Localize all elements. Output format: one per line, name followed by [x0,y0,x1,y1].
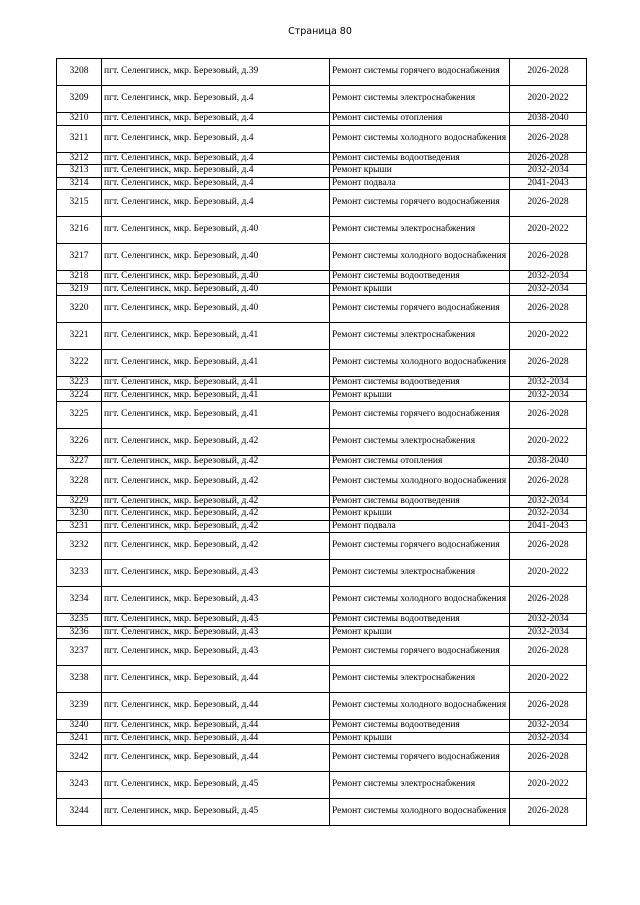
row-number-cell: 3236 [57,626,102,639]
work-type-cell: Ремонт крыши [330,165,510,178]
work-type-cell: Ремонт системы горячего водоснабжения [330,296,510,323]
row-number-cell: 3212 [57,152,102,165]
work-type-cell: Ремонт системы водоотведения [330,377,510,390]
address-cell: пгт. Селенгинск, мкр. Березовый, д.42 [102,456,330,469]
table-row [57,217,587,244]
table-row [57,152,587,165]
work-type-cell: Ремонт системы горячего водоснабжения [330,533,510,560]
period-cell: 2032-2034 [510,283,587,296]
address-cell: пгт. Селенгинск, мкр. Березовый, д.4 [102,190,330,217]
period-cell: 2026-2028 [510,350,587,377]
table-row [57,666,587,693]
table-row [57,468,587,495]
row-number-cell: 3238 [57,666,102,693]
table-row [57,614,587,627]
address-cell: пгт. Селенгинск, мкр. Березовый, д.44 [102,693,330,720]
address-cell: пгт. Селенгинск, мкр. Березовый, д.45 [102,799,330,826]
period-cell: 2020-2022 [510,217,587,244]
address-cell: пгт. Селенгинск, мкр. Березовый, д.41 [102,350,330,377]
row-number-cell: 3235 [57,614,102,627]
period-cell: 2026-2028 [510,402,587,429]
work-type-cell: Ремонт системы водоотведения [330,495,510,508]
table-row [57,429,587,456]
row-number-cell: 3241 [57,732,102,745]
table-row [57,720,587,733]
table-row [57,113,587,126]
work-type-cell: Ремонт системы электроснабжения [330,323,510,350]
table-row [57,165,587,178]
table-row [57,244,587,271]
period-cell: 2032-2034 [510,165,587,178]
row-number-cell: 3223 [57,377,102,390]
address-cell: пгт. Селенгинск, мкр. Березовый, д.41 [102,402,330,429]
address-cell: пгт. Селенгинск, мкр. Березовый, д.43 [102,614,330,627]
work-type-cell: Ремонт крыши [330,389,510,402]
period-cell: 2041-2043 [510,177,587,190]
address-cell: пгт. Селенгинск, мкр. Березовый, д.45 [102,772,330,799]
work-type-cell: Ремонт системы водоотведения [330,720,510,733]
period-cell: 2026-2028 [510,587,587,614]
row-number-cell: 3225 [57,402,102,429]
address-cell: пгт. Селенгинск, мкр. Березовый, д.40 [102,271,330,284]
period-cell: 2032-2034 [510,720,587,733]
work-type-cell: Ремонт системы электроснабжения [330,772,510,799]
work-type-cell: Ремонт системы отопления [330,113,510,126]
table-row [57,402,587,429]
row-number-cell: 3232 [57,533,102,560]
table-row [57,560,587,587]
work-type-cell: Ремонт системы горячего водоснабжения [330,190,510,217]
table-row [57,350,587,377]
row-number-cell: 3220 [57,296,102,323]
address-cell: пгт. Селенгинск, мкр. Березовый, д.40 [102,283,330,296]
table-row [57,495,587,508]
period-cell: 2020-2022 [510,323,587,350]
row-number-cell: 3221 [57,323,102,350]
row-number-cell: 3242 [57,745,102,772]
period-cell: 2026-2028 [510,296,587,323]
row-number-cell: 3215 [57,190,102,217]
period-cell: 2026-2028 [510,468,587,495]
row-number-cell: 3224 [57,389,102,402]
period-cell: 2032-2034 [510,614,587,627]
row-number-cell: 3208 [57,59,102,86]
period-cell: 2032-2034 [510,732,587,745]
period-cell: 2020-2022 [510,666,587,693]
address-cell: пгт. Селенгинск, мкр. Березовый, д.42 [102,429,330,456]
table-row [57,283,587,296]
period-cell: 2032-2034 [510,495,587,508]
work-type-cell: Ремонт крыши [330,283,510,296]
work-type-cell: Ремонт системы горячего водоснабжения [330,59,510,86]
row-number-cell: 3213 [57,165,102,178]
address-cell: пгт. Селенгинск, мкр. Березовый, д.42 [102,533,330,560]
address-cell: пгт. Селенгинск, мкр. Березовый, д.4 [102,152,330,165]
work-type-cell: Ремонт крыши [330,626,510,639]
work-type-cell: Ремонт системы холодного водоснабжения [330,244,510,271]
row-number-cell: 3234 [57,587,102,614]
work-type-cell: Ремонт системы электроснабжения [330,429,510,456]
row-number-cell: 3237 [57,639,102,666]
period-cell: 2032-2034 [510,626,587,639]
period-cell: 2032-2034 [510,389,587,402]
period-cell: 2026-2028 [510,799,587,826]
period-cell: 2026-2028 [510,59,587,86]
address-cell: пгт. Селенгинск, мкр. Березовый, д.42 [102,495,330,508]
work-type-cell: Ремонт системы водоотведения [330,152,510,165]
address-cell: пгт. Селенгинск, мкр. Березовый, д.4 [102,86,330,113]
address-cell: пгт. Селенгинск, мкр. Березовый, д.4 [102,125,330,152]
table-row [57,626,587,639]
work-type-cell: Ремонт подвала [330,520,510,533]
period-cell: 2020-2022 [510,560,587,587]
period-cell: 2032-2034 [510,271,587,284]
address-cell: пгт. Селенгинск, мкр. Березовый, д.43 [102,587,330,614]
period-cell: 2032-2034 [510,377,587,390]
period-cell: 2038-2040 [510,113,587,126]
work-type-cell: Ремонт системы холодного водоснабжения [330,468,510,495]
row-number-cell: 3229 [57,495,102,508]
table-row [57,389,587,402]
work-type-cell: Ремонт системы холодного водоснабжения [330,799,510,826]
table-row [57,456,587,469]
row-number-cell: 3227 [57,456,102,469]
period-cell: 2026-2028 [510,745,587,772]
work-type-cell: Ремонт системы холодного водоснабжения [330,125,510,152]
work-type-cell: Ремонт системы электроснабжения [330,560,510,587]
row-number-cell: 3230 [57,508,102,521]
work-type-cell: Ремонт системы горячего водоснабжения [330,639,510,666]
table-row [57,86,587,113]
work-type-cell: Ремонт системы горячего водоснабжения [330,402,510,429]
table-row [57,59,587,86]
work-type-cell: Ремонт крыши [330,508,510,521]
period-cell: 2020-2022 [510,429,587,456]
address-cell: пгт. Селенгинск, мкр. Березовый, д.44 [102,720,330,733]
work-type-cell: Ремонт крыши [330,732,510,745]
table-row [57,323,587,350]
period-cell: 2026-2028 [510,533,587,560]
period-cell: 2026-2028 [510,244,587,271]
address-cell: пгт. Селенгинск, мкр. Березовый, д.41 [102,377,330,390]
address-cell: пгт. Селенгинск, мкр. Березовый, д.40 [102,217,330,244]
table-row [57,745,587,772]
table-row [57,296,587,323]
period-cell: 2026-2028 [510,693,587,720]
table-row [57,377,587,390]
page-number-header: Страница 80 [288,26,352,37]
row-number-cell: 3209 [57,86,102,113]
address-cell: пгт. Селенгинск, мкр. Березовый, д.44 [102,666,330,693]
period-cell: 2020-2022 [510,772,587,799]
address-cell: пгт. Селенгинск, мкр. Березовый, д.4 [102,177,330,190]
row-number-cell: 3233 [57,560,102,587]
row-number-cell: 3239 [57,693,102,720]
work-type-cell: Ремонт системы водоотведения [330,614,510,627]
work-type-cell: Ремонт системы холодного водоснабжения [330,693,510,720]
row-number-cell: 3243 [57,772,102,799]
table-row [57,533,587,560]
row-number-cell: 3214 [57,177,102,190]
row-number-cell: 3244 [57,799,102,826]
table-row [57,772,587,799]
row-number-cell: 3222 [57,350,102,377]
address-cell: пгт. Селенгинск, мкр. Березовый, д.40 [102,244,330,271]
table-row [57,639,587,666]
work-type-cell: Ремонт системы водоотведения [330,271,510,284]
address-cell: пгт. Селенгинск, мкр. Березовый, д.39 [102,59,330,86]
work-type-cell: Ремонт подвала [330,177,510,190]
table-row [57,271,587,284]
row-number-cell: 3226 [57,429,102,456]
period-cell: 2026-2028 [510,639,587,666]
row-number-cell: 3217 [57,244,102,271]
table-row [57,508,587,521]
table-row [57,693,587,720]
row-number-cell: 3240 [57,720,102,733]
address-cell: пгт. Селенгинск, мкр. Березовый, д.43 [102,560,330,587]
address-cell: пгт. Селенгинск, мкр. Березовый, д.44 [102,732,330,745]
period-cell: 2038-2040 [510,456,587,469]
address-cell: пгт. Селенгинск, мкр. Березовый, д.41 [102,323,330,350]
table-row [57,520,587,533]
row-number-cell: 3216 [57,217,102,244]
address-cell: пгт. Селенгинск, мкр. Березовый, д.43 [102,639,330,666]
row-number-cell: 3231 [57,520,102,533]
period-cell: 2026-2028 [510,152,587,165]
table-row [57,177,587,190]
period-cell: 2041-2043 [510,520,587,533]
address-cell: пгт. Селенгинск, мкр. Березовый, д.42 [102,508,330,521]
row-number-cell: 3211 [57,125,102,152]
address-cell: пгт. Селенгинск, мкр. Березовый, д.42 [102,520,330,533]
period-cell: 2026-2028 [510,125,587,152]
work-type-cell: Ремонт системы холодного водоснабжения [330,350,510,377]
period-cell: 2032-2034 [510,508,587,521]
row-number-cell: 3218 [57,271,102,284]
table-row [57,125,587,152]
table-row [57,799,587,826]
work-type-cell: Ремонт системы электроснабжения [330,217,510,244]
work-type-cell: Ремонт системы электроснабжения [330,86,510,113]
period-cell: 2026-2028 [510,190,587,217]
row-number-cell: 3210 [57,113,102,126]
address-cell: пгт. Селенгинск, мкр. Березовый, д.42 [102,468,330,495]
address-cell: пгт. Селенгинск, мкр. Березовый, д.44 [102,745,330,772]
address-cell: пгт. Селенгинск, мкр. Березовый, д.40 [102,296,330,323]
address-cell: пгт. Селенгинск, мкр. Березовый, д.4 [102,113,330,126]
address-cell: пгт. Селенгинск, мкр. Березовый, д.4 [102,165,330,178]
work-type-cell: Ремонт системы электроснабжения [330,666,510,693]
table-row [57,732,587,745]
repair-schedule-table [56,58,587,826]
address-cell: пгт. Селенгинск, мкр. Березовый, д.41 [102,389,330,402]
row-number-cell: 3219 [57,283,102,296]
work-type-cell: Ремонт системы горячего водоснабжения [330,745,510,772]
work-type-cell: Ремонт системы холодного водоснабжения [330,587,510,614]
table-row [57,190,587,217]
row-number-cell: 3228 [57,468,102,495]
period-cell: 2020-2022 [510,86,587,113]
table-body [57,59,587,826]
table-row [57,587,587,614]
address-cell: пгт. Селенгинск, мкр. Березовый, д.43 [102,626,330,639]
work-type-cell: Ремонт системы отопления [330,456,510,469]
